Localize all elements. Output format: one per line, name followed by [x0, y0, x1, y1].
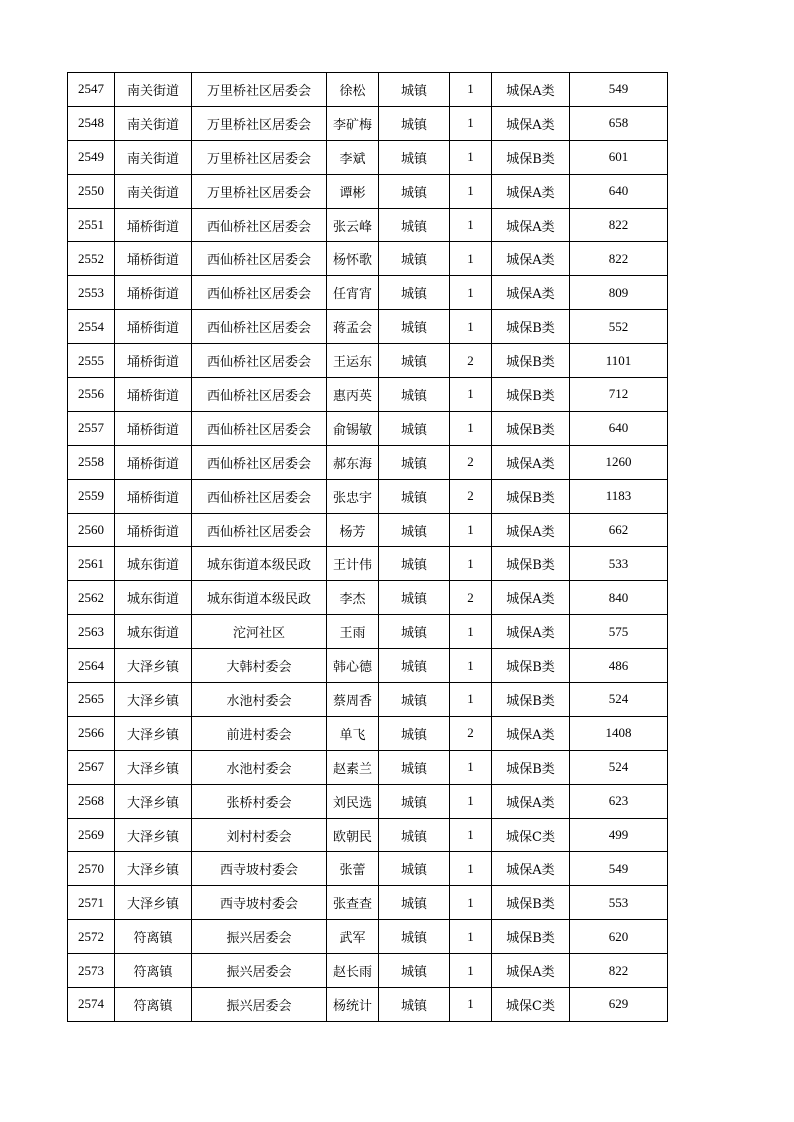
household-type-cell: 城镇 — [379, 208, 450, 242]
subdistrict-cell: 城东街道 — [115, 547, 192, 581]
serial-number-cell: 2572 — [68, 920, 115, 954]
amount-cell: 549 — [570, 852, 668, 886]
name-cell: 俞锡敏 — [327, 411, 379, 445]
name-cell: 杨芳 — [327, 513, 379, 547]
serial-number-cell: 2553 — [68, 276, 115, 310]
household-size-cell: 1 — [450, 276, 492, 310]
insurance-category-cell: 城保B类 — [492, 479, 570, 513]
name-cell: 张查查 — [327, 886, 379, 920]
amount-cell: 552 — [570, 310, 668, 344]
serial-number-cell: 2562 — [68, 581, 115, 615]
serial-number-cell: 2570 — [68, 852, 115, 886]
subdistrict-cell: 大泽乡镇 — [115, 750, 192, 784]
table-row — [68, 920, 668, 954]
subdistrict-cell: 大泽乡镇 — [115, 818, 192, 852]
household-type-cell: 城镇 — [379, 750, 450, 784]
subdistrict-cell: 符离镇 — [115, 988, 192, 1022]
subdistrict-cell: 大泽乡镇 — [115, 852, 192, 886]
community-cell: 西仙桥社区居委会 — [192, 242, 327, 276]
household-type-cell: 城镇 — [379, 276, 450, 310]
household-type-cell: 城镇 — [379, 513, 450, 547]
subdistrict-cell: 埇桥街道 — [115, 276, 192, 310]
table-row — [68, 716, 668, 750]
name-cell: 任宵宵 — [327, 276, 379, 310]
community-cell: 万里桥社区居委会 — [192, 174, 327, 208]
subdistrict-cell: 埇桥街道 — [115, 242, 192, 276]
household-size-cell: 1 — [450, 208, 492, 242]
community-cell: 振兴居委会 — [192, 920, 327, 954]
table-row — [68, 174, 668, 208]
community-cell: 沱河社区 — [192, 615, 327, 649]
subdistrict-cell: 大泽乡镇 — [115, 886, 192, 920]
household-type-cell: 城镇 — [379, 106, 450, 140]
household-type-cell: 城镇 — [379, 649, 450, 683]
name-cell: 杨统计 — [327, 988, 379, 1022]
subdistrict-cell: 大泽乡镇 — [115, 683, 192, 717]
subdistrict-cell: 大泽乡镇 — [115, 716, 192, 750]
serial-number-cell: 2559 — [68, 479, 115, 513]
subdistrict-cell: 南关街道 — [115, 140, 192, 174]
household-type-cell: 城镇 — [379, 242, 450, 276]
name-cell: 王运东 — [327, 344, 379, 378]
name-cell: 张忠宇 — [327, 479, 379, 513]
serial-number-cell: 2548 — [68, 106, 115, 140]
household-type-cell: 城镇 — [379, 852, 450, 886]
subdistrict-cell: 埇桥街道 — [115, 378, 192, 412]
amount-cell: 524 — [570, 750, 668, 784]
household-type-cell: 城镇 — [379, 920, 450, 954]
name-cell: 谭彬 — [327, 174, 379, 208]
household-size-cell: 1 — [450, 818, 492, 852]
insurance-category-cell: 城保A类 — [492, 513, 570, 547]
community-cell: 西仙桥社区居委会 — [192, 208, 327, 242]
name-cell: 郝东海 — [327, 445, 379, 479]
community-cell: 西仙桥社区居委会 — [192, 479, 327, 513]
community-cell: 振兴居委会 — [192, 988, 327, 1022]
amount-cell: 640 — [570, 174, 668, 208]
subdistrict-cell: 符离镇 — [115, 954, 192, 988]
household-size-cell: 1 — [450, 649, 492, 683]
amount-cell: 1408 — [570, 716, 668, 750]
household-size-cell: 1 — [450, 106, 492, 140]
community-cell: 刘村村委会 — [192, 818, 327, 852]
insurance-category-cell: 城保A类 — [492, 174, 570, 208]
subdistrict-cell: 埇桥街道 — [115, 310, 192, 344]
community-cell: 张桥村委会 — [192, 784, 327, 818]
table-row — [68, 513, 668, 547]
insurance-category-cell: 城保A类 — [492, 445, 570, 479]
serial-number-cell: 2556 — [68, 378, 115, 412]
amount-cell: 822 — [570, 954, 668, 988]
serial-number-cell: 2571 — [68, 886, 115, 920]
subdistrict-cell: 南关街道 — [115, 174, 192, 208]
name-cell: 徐松 — [327, 73, 379, 107]
community-cell: 西仙桥社区居委会 — [192, 411, 327, 445]
insurance-category-cell: 城保C类 — [492, 818, 570, 852]
community-cell: 水池村委会 — [192, 750, 327, 784]
household-type-cell: 城镇 — [379, 445, 450, 479]
household-size-cell: 1 — [450, 784, 492, 818]
community-cell: 振兴居委会 — [192, 954, 327, 988]
household-type-cell: 城镇 — [379, 344, 450, 378]
insurance-category-cell: 城保A类 — [492, 208, 570, 242]
household-size-cell: 1 — [450, 920, 492, 954]
table-row — [68, 242, 668, 276]
serial-number-cell: 2550 — [68, 174, 115, 208]
community-cell: 西仙桥社区居委会 — [192, 310, 327, 344]
name-cell: 李斌 — [327, 140, 379, 174]
household-size-cell: 1 — [450, 886, 492, 920]
subdistrict-cell: 埇桥街道 — [115, 445, 192, 479]
serial-number-cell: 2563 — [68, 615, 115, 649]
amount-cell: 1260 — [570, 445, 668, 479]
household-type-cell: 城镇 — [379, 886, 450, 920]
amount-cell: 809 — [570, 276, 668, 310]
amount-cell: 575 — [570, 615, 668, 649]
household-size-cell: 1 — [450, 310, 492, 344]
amount-cell: 640 — [570, 411, 668, 445]
household-size-cell: 1 — [450, 547, 492, 581]
name-cell: 蒋孟会 — [327, 310, 379, 344]
household-size-cell: 1 — [450, 615, 492, 649]
insurance-category-cell: 城保A类 — [492, 954, 570, 988]
community-cell: 西仙桥社区居委会 — [192, 276, 327, 310]
serial-number-cell: 2557 — [68, 411, 115, 445]
household-size-cell: 1 — [450, 852, 492, 886]
name-cell: 王计伟 — [327, 547, 379, 581]
insurance-category-cell: 城保A类 — [492, 615, 570, 649]
subdistrict-cell: 南关街道 — [115, 106, 192, 140]
household-type-cell: 城镇 — [379, 378, 450, 412]
insurance-category-cell: 城保B类 — [492, 344, 570, 378]
serial-number-cell: 2566 — [68, 716, 115, 750]
household-size-cell: 1 — [450, 954, 492, 988]
household-size-cell: 1 — [450, 988, 492, 1022]
insurance-category-cell: 城保A类 — [492, 716, 570, 750]
table-row — [68, 750, 668, 784]
amount-cell: 549 — [570, 73, 668, 107]
table-row — [68, 73, 668, 107]
community-cell: 城东街道本级民政 — [192, 547, 327, 581]
table-row — [68, 276, 668, 310]
insurance-category-cell: 城保A类 — [492, 581, 570, 615]
insurance-category-cell: 城保B类 — [492, 649, 570, 683]
table-row — [68, 784, 668, 818]
serial-number-cell: 2567 — [68, 750, 115, 784]
community-cell: 西仙桥社区居委会 — [192, 513, 327, 547]
household-size-cell: 1 — [450, 73, 492, 107]
amount-cell: 620 — [570, 920, 668, 954]
household-size-cell: 2 — [450, 445, 492, 479]
table-row — [68, 378, 668, 412]
name-cell: 李矿梅 — [327, 106, 379, 140]
community-cell: 西寺坡村委会 — [192, 852, 327, 886]
community-cell: 万里桥社区居委会 — [192, 140, 327, 174]
subdistrict-cell: 埇桥街道 — [115, 479, 192, 513]
amount-cell: 629 — [570, 988, 668, 1022]
community-cell: 西仙桥社区居委会 — [192, 344, 327, 378]
household-type-cell: 城镇 — [379, 615, 450, 649]
amount-cell: 524 — [570, 683, 668, 717]
table-row — [68, 852, 668, 886]
name-cell: 单飞 — [327, 716, 379, 750]
amount-cell: 712 — [570, 378, 668, 412]
table-row — [68, 310, 668, 344]
household-size-cell: 1 — [450, 411, 492, 445]
name-cell: 赵素兰 — [327, 750, 379, 784]
name-cell: 李杰 — [327, 581, 379, 615]
community-cell: 西仙桥社区居委会 — [192, 378, 327, 412]
table-row — [68, 954, 668, 988]
amount-cell: 623 — [570, 784, 668, 818]
subdistrict-cell: 埇桥街道 — [115, 513, 192, 547]
insurance-category-cell: 城保B类 — [492, 411, 570, 445]
insurance-category-cell: 城保B类 — [492, 140, 570, 174]
name-cell: 张云峰 — [327, 208, 379, 242]
table-row — [68, 208, 668, 242]
amount-cell: 486 — [570, 649, 668, 683]
serial-number-cell: 2574 — [68, 988, 115, 1022]
insurance-category-cell: 城保C类 — [492, 988, 570, 1022]
subdistrict-cell: 城东街道 — [115, 581, 192, 615]
household-size-cell: 1 — [450, 750, 492, 784]
amount-cell: 533 — [570, 547, 668, 581]
household-type-cell: 城镇 — [379, 784, 450, 818]
household-size-cell: 1 — [450, 242, 492, 276]
household-type-cell: 城镇 — [379, 581, 450, 615]
community-cell: 西寺坡村委会 — [192, 886, 327, 920]
table-row — [68, 988, 668, 1022]
amount-cell: 1183 — [570, 479, 668, 513]
household-size-cell: 2 — [450, 581, 492, 615]
serial-number-cell: 2561 — [68, 547, 115, 581]
table-row — [68, 818, 668, 852]
subdistrict-cell: 埇桥街道 — [115, 411, 192, 445]
community-cell: 城东街道本级民政 — [192, 581, 327, 615]
amount-cell: 822 — [570, 208, 668, 242]
table-row — [68, 106, 668, 140]
table-row — [68, 411, 668, 445]
table-body — [68, 73, 668, 1022]
table-row — [68, 344, 668, 378]
name-cell: 韩心德 — [327, 649, 379, 683]
serial-number-cell: 2569 — [68, 818, 115, 852]
serial-number-cell: 2547 — [68, 73, 115, 107]
subdistrict-cell: 埇桥街道 — [115, 208, 192, 242]
household-size-cell: 1 — [450, 513, 492, 547]
amount-cell: 601 — [570, 140, 668, 174]
subdistrict-cell: 南关街道 — [115, 73, 192, 107]
amount-cell: 499 — [570, 818, 668, 852]
household-type-cell: 城镇 — [379, 411, 450, 445]
household-type-cell: 城镇 — [379, 174, 450, 208]
insurance-category-cell: 城保B类 — [492, 920, 570, 954]
household-size-cell: 1 — [450, 683, 492, 717]
household-size-cell: 2 — [450, 716, 492, 750]
table-row — [68, 445, 668, 479]
insurance-category-cell: 城保B类 — [492, 547, 570, 581]
household-size-cell: 1 — [450, 140, 492, 174]
subdistrict-cell: 城东街道 — [115, 615, 192, 649]
household-type-cell: 城镇 — [379, 988, 450, 1022]
name-cell: 刘民选 — [327, 784, 379, 818]
community-cell: 万里桥社区居委会 — [192, 106, 327, 140]
household-type-cell: 城镇 — [379, 954, 450, 988]
serial-number-cell: 2564 — [68, 649, 115, 683]
serial-number-cell: 2573 — [68, 954, 115, 988]
household-type-cell: 城镇 — [379, 140, 450, 174]
table-row — [68, 479, 668, 513]
household-type-cell: 城镇 — [379, 479, 450, 513]
community-cell: 万里桥社区居委会 — [192, 73, 327, 107]
amount-cell: 840 — [570, 581, 668, 615]
name-cell: 王雨 — [327, 615, 379, 649]
household-size-cell: 2 — [450, 479, 492, 513]
insurance-category-cell: 城保B类 — [492, 310, 570, 344]
serial-number-cell: 2552 — [68, 242, 115, 276]
name-cell: 杨怀歌 — [327, 242, 379, 276]
name-cell: 蔡周香 — [327, 683, 379, 717]
subdistrict-cell: 埇桥街道 — [115, 344, 192, 378]
table-row — [68, 615, 668, 649]
table-row — [68, 649, 668, 683]
amount-cell: 822 — [570, 242, 668, 276]
amount-cell: 658 — [570, 106, 668, 140]
subdistrict-cell: 大泽乡镇 — [115, 784, 192, 818]
table-row — [68, 140, 668, 174]
community-cell: 水池村委会 — [192, 683, 327, 717]
beneficiary-table — [67, 72, 668, 1022]
household-type-cell: 城镇 — [379, 73, 450, 107]
name-cell: 欧朝民 — [327, 818, 379, 852]
community-cell: 大韩村委会 — [192, 649, 327, 683]
table-row — [68, 581, 668, 615]
insurance-category-cell: 城保B类 — [492, 378, 570, 412]
name-cell: 惠丙英 — [327, 378, 379, 412]
serial-number-cell: 2551 — [68, 208, 115, 242]
household-size-cell: 2 — [450, 344, 492, 378]
subdistrict-cell: 符离镇 — [115, 920, 192, 954]
insurance-category-cell: 城保A类 — [492, 784, 570, 818]
household-type-cell: 城镇 — [379, 818, 450, 852]
serial-number-cell: 2555 — [68, 344, 115, 378]
amount-cell: 1101 — [570, 344, 668, 378]
household-size-cell: 1 — [450, 378, 492, 412]
table-row — [68, 886, 668, 920]
insurance-category-cell: 城保A类 — [492, 242, 570, 276]
insurance-category-cell: 城保A类 — [492, 276, 570, 310]
community-cell: 前进村委会 — [192, 716, 327, 750]
insurance-category-cell: 城保A类 — [492, 106, 570, 140]
household-type-cell: 城镇 — [379, 683, 450, 717]
table-row — [68, 547, 668, 581]
household-type-cell: 城镇 — [379, 310, 450, 344]
table-row — [68, 683, 668, 717]
insurance-category-cell: 城保B类 — [492, 750, 570, 784]
serial-number-cell: 2549 — [68, 140, 115, 174]
insurance-category-cell: 城保A类 — [492, 73, 570, 107]
household-type-cell: 城镇 — [379, 716, 450, 750]
name-cell: 武军 — [327, 920, 379, 954]
community-cell: 西仙桥社区居委会 — [192, 445, 327, 479]
amount-cell: 662 — [570, 513, 668, 547]
household-type-cell: 城镇 — [379, 547, 450, 581]
name-cell: 张蕾 — [327, 852, 379, 886]
serial-number-cell: 2558 — [68, 445, 115, 479]
insurance-category-cell: 城保B类 — [492, 886, 570, 920]
household-size-cell: 1 — [450, 174, 492, 208]
serial-number-cell: 2565 — [68, 683, 115, 717]
insurance-category-cell: 城保A类 — [492, 852, 570, 886]
amount-cell: 553 — [570, 886, 668, 920]
serial-number-cell: 2560 — [68, 513, 115, 547]
name-cell: 赵长雨 — [327, 954, 379, 988]
serial-number-cell: 2554 — [68, 310, 115, 344]
subdistrict-cell: 大泽乡镇 — [115, 649, 192, 683]
serial-number-cell: 2568 — [68, 784, 115, 818]
insurance-category-cell: 城保B类 — [492, 683, 570, 717]
